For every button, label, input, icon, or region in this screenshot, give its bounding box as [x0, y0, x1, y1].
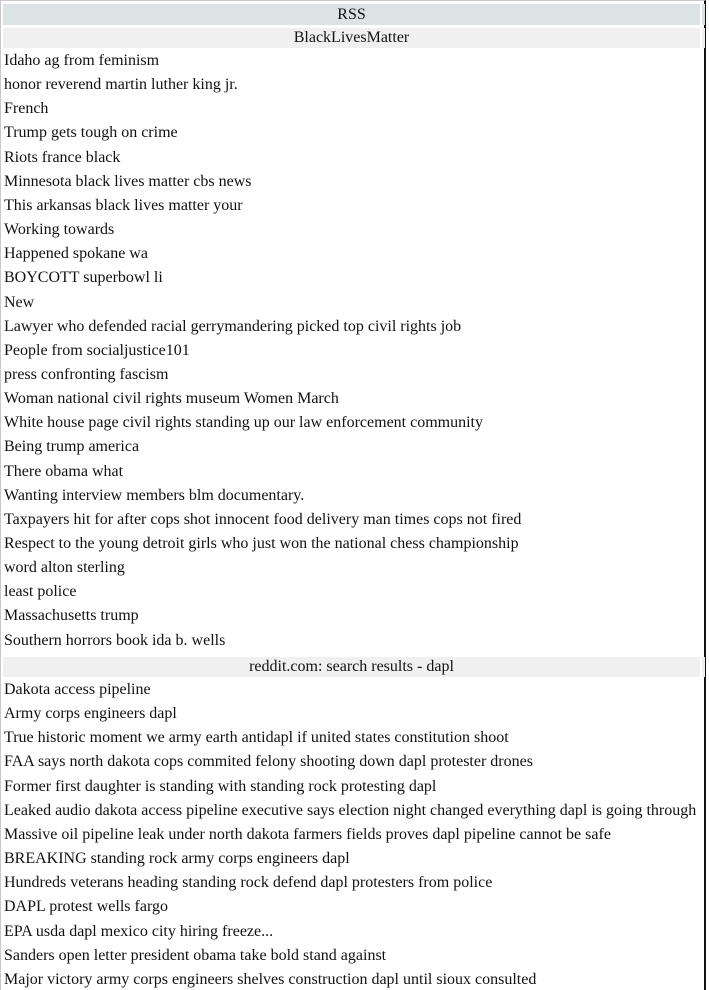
- feed-item-link[interactable]: DAPL protest wells fargo: [4, 898, 168, 916]
- feed-item-link[interactable]: BREAKING standing rock army corps engineers dapl: [4, 850, 350, 868]
- feed-item-link[interactable]: Former first daughter is standing with standing rock protesting dapl: [4, 777, 437, 795]
- feed-item-link[interactable]: French: [4, 100, 49, 118]
- feed-item-link[interactable]: Leaked audio dakota access pipeline executive says election night changed everything dapl is going through: [4, 801, 697, 819]
- feed-item-link[interactable]: word alton sterling: [4, 559, 125, 577]
- feed-item-link[interactable]: FAA says north dakota cops commited felony shooting down dapl protester drones: [4, 753, 533, 771]
- feed-item-link[interactable]: True historic moment we army earth antidapl if united states constitution shoot: [4, 729, 509, 747]
- feed-item-link[interactable]: Sanders open letter president obama take bold stand against: [4, 946, 387, 964]
- feed-item-link[interactable]: Southern horrors book ida b. wells: [4, 631, 226, 649]
- feed-item-link[interactable]: BOYCOTT superbowl li: [4, 269, 163, 287]
- feed-header-side-cell: [702, 28, 705, 48]
- feed-item-link[interactable]: Hundreds veterans heading standing rock defend dapl protesters from police: [4, 874, 493, 892]
- feed-item-link[interactable]: There obama what: [4, 462, 124, 480]
- feed-item-link[interactable]: Army corps engineers dapl: [4, 705, 177, 723]
- feed-item-link[interactable]: Lawyer who defended racial gerrymandering picked top civil rights job: [4, 317, 462, 335]
- feed-item-link[interactable]: New: [4, 293, 35, 311]
- feed-header-side-cell: [702, 657, 705, 677]
- rss-header: [3, 4, 707, 25]
- feed-item-link[interactable]: Respect to the young detroit girls who just won the national chess championship: [4, 535, 519, 552]
- feed-item-link[interactable]: EPA usda dapl mexico city hiring freeze...: [4, 922, 274, 940]
- feed-item-link[interactable]: Being trump america: [4, 438, 140, 456]
- feed-item-link[interactable]: People from socialjustice101: [4, 341, 190, 359]
- feed-item-link[interactable]: Massachusetts trump: [4, 607, 139, 625]
- feed-item-link[interactable]: press confronting fascism: [4, 365, 169, 383]
- feed-item-link[interactable]: White house page civil rights standing up our law enforcement community: [4, 414, 483, 432]
- feed-item-link[interactable]: Major victory army corps engineers shelves construction dapl until sioux consulted: [4, 970, 537, 988]
- feed-item-link[interactable]: Minnesota black lives matter cbs news: [4, 172, 252, 190]
- feed-item-link[interactable]: Working towards: [4, 221, 115, 239]
- rss-title: RSS: [3, 4, 700, 25]
- feed-item-link[interactable]: Taxpayers hit for after cops shot innocent food delivery man times cops not fired: [4, 510, 522, 528]
- feed-item-link[interactable]: honor reverend martin luther king jr.: [4, 76, 238, 94]
- feed-header-blacklivesmatter: [3, 28, 707, 48]
- feed-item-link[interactable]: Happened spokane wa: [4, 245, 148, 263]
- feed-item-link[interactable]: least police: [4, 583, 77, 601]
- feed-item-link[interactable]: Woman national civil rights museum Women March: [4, 390, 339, 408]
- feed-item-link[interactable]: Dakota access pipeline: [4, 681, 151, 698]
- feed-item-link[interactable]: Trump gets tough on crime: [4, 124, 178, 142]
- feed-item-link[interactable]: Idaho ag from feminism: [4, 52, 160, 69]
- feed-item-link[interactable]: Riots france black: [4, 148, 121, 166]
- rss-header-side-cell: [702, 4, 705, 25]
- feed-item-link[interactable]: Massive oil pipeline leak under north dakota farmers fields proves dapl pipeline cannot be safe: [4, 825, 611, 843]
- feed-header-reddit-dapl: [3, 657, 707, 677]
- feed-item-link[interactable]: This arkansas black lives matter your: [4, 196, 243, 214]
- feed-title: reddit.com: search results - dapl: [3, 657, 700, 677]
- feed-title: BlackLivesMatter: [3, 28, 700, 48]
- feed-item-link[interactable]: Wanting interview members blm documentary.: [4, 486, 305, 504]
